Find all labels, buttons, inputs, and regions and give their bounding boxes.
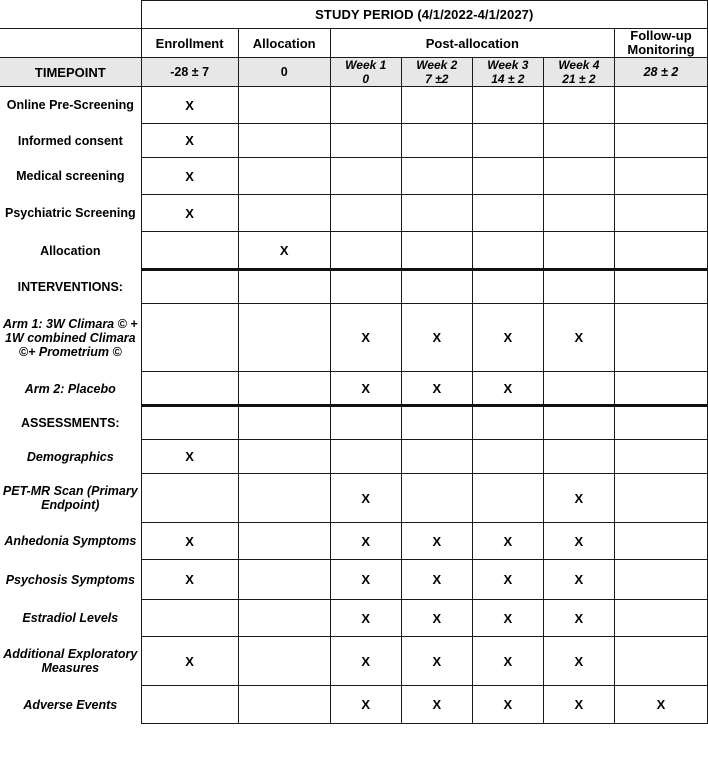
cell-empty [543,440,614,474]
cell-empty [238,474,330,523]
cell-empty [614,232,707,270]
cell-empty [614,158,707,195]
cell-empty [330,406,401,440]
cell-empty [238,195,330,232]
cell-empty [141,270,238,304]
table-row [0,637,708,686]
cell-empty [330,158,401,195]
cell-empty [238,372,330,406]
table-row [0,372,708,406]
cell-empty [614,304,707,372]
timepoint-week-2-name: Week 2 [416,58,458,72]
cell-empty [330,195,401,232]
cell-empty [614,523,707,560]
cell-empty [543,195,614,232]
table-row [0,158,708,195]
cell-marked: X [330,372,401,406]
cell-marked: X [401,600,472,637]
cell-empty [141,372,238,406]
header-group-enrollment: Enrollment [141,29,238,58]
cell-empty [472,232,543,270]
cell-empty [401,406,472,440]
table-row [0,124,708,158]
row-label: PET-MR Scan (Primary Endpoint) [0,474,141,523]
cell-empty [614,637,707,686]
table-row [0,523,708,560]
cell-empty [543,87,614,124]
cell-marked: X [401,372,472,406]
cell-empty [238,523,330,560]
timepoint-week-4-name: Week 4 [558,58,600,72]
cell-marked: X [472,372,543,406]
cell-empty [614,195,707,232]
cell-marked: X [543,560,614,600]
cell-marked: X [472,637,543,686]
cell-empty [472,195,543,232]
cell-marked: X [141,195,238,232]
cell-empty [141,686,238,724]
cell-empty [238,560,330,600]
row-label: Online Pre-Screening [0,87,141,124]
cell-empty [543,270,614,304]
row-label: Informed consent [0,124,141,158]
cell-marked: X [330,474,401,523]
header-group-allocation: Allocation [238,29,330,58]
cell-marked: X [472,600,543,637]
cell-empty [401,87,472,124]
cell-marked: X [330,600,401,637]
row-label: Adverse Events [0,686,141,724]
study-period-title: STUDY PERIOD (4/1/2022-4/1/2027) [141,1,707,29]
table-row [0,304,708,372]
cell-empty [614,372,707,406]
cell-empty [401,270,472,304]
table-row [0,195,708,232]
cell-empty [330,440,401,474]
cell-marked: X [472,523,543,560]
cell-marked: X [141,523,238,560]
header-row-groups [0,29,708,58]
cell-marked: X [141,560,238,600]
header-group-post-allocation: Post-allocation [330,29,614,58]
cell-empty [238,600,330,637]
cell-marked: X [141,158,238,195]
table-row [0,474,708,523]
cell-empty [472,406,543,440]
cell-empty [472,158,543,195]
cell-empty [614,560,707,600]
row-label: Arm 1: 3W Climara © + 1W combined Climara ©+ Prometrium © [0,304,141,372]
cell-empty [614,124,707,158]
table-row [0,560,708,600]
row-label: Psychiatric Screening [0,195,141,232]
cell-empty [238,686,330,724]
row-label: Medical screening [0,158,141,195]
cell-empty [614,600,707,637]
table-row [0,440,708,474]
timepoint-week-3-name: Week 3 [487,58,529,72]
cell-empty [472,270,543,304]
timepoint-week-1 [330,58,401,87]
table-row [0,87,708,124]
cell-empty [401,232,472,270]
cell-empty [401,474,472,523]
cell-marked: X [543,304,614,372]
cell-empty [614,87,707,124]
table-row [0,406,708,440]
row-label: Demographics [0,440,141,474]
cell-empty [401,440,472,474]
cell-marked: X [401,560,472,600]
timepoint-week-4 [543,58,614,87]
row-label: Allocation [0,232,141,270]
cell-marked: X [330,304,401,372]
table-header [0,1,708,87]
row-label: Additional Exploratory Measures [0,637,141,686]
cell-empty [614,270,707,304]
cell-empty [330,232,401,270]
cell-marked: X [543,637,614,686]
cell-empty [330,124,401,158]
cell-marked: X [614,686,707,724]
cell-marked: X [330,637,401,686]
cell-empty [472,124,543,158]
cell-empty [543,406,614,440]
cell-marked: X [141,87,238,124]
cell-marked: X [141,637,238,686]
cell-empty [238,440,330,474]
cell-empty [472,87,543,124]
cell-empty [141,474,238,523]
cell-empty [543,372,614,406]
cell-empty [543,232,614,270]
cell-marked: X [330,560,401,600]
cell-marked: X [401,637,472,686]
header-corner-cell [0,1,141,29]
cell-empty [614,440,707,474]
cell-marked: X [543,523,614,560]
row-label: Arm 2: Placebo [0,372,141,406]
table-body [0,87,708,724]
timepoint-week-3 [472,58,543,87]
cell-empty [330,270,401,304]
cell-marked: X [238,232,330,270]
table-row [0,600,708,637]
timepoint-week-4-offset: 21 ± 2 [562,72,596,86]
cell-marked: X [141,440,238,474]
cell-empty [472,440,543,474]
timepoint-week-1-offset: 0 [362,72,370,86]
cell-empty [401,124,472,158]
cell-marked: X [330,686,401,724]
cell-marked: X [401,686,472,724]
cell-empty [238,304,330,372]
timepoint-week-2 [401,58,472,87]
cell-empty [330,87,401,124]
header-row-timepoint [0,58,708,87]
row-label: Estradiol Levels [0,600,141,637]
cell-marked: X [141,124,238,158]
cell-empty [401,158,472,195]
cell-empty [472,474,543,523]
cell-empty [141,304,238,372]
cell-empty [614,406,707,440]
cell-empty [614,474,707,523]
cell-empty [238,124,330,158]
cell-empty [141,600,238,637]
row-label: Psychosis Symptoms [0,560,141,600]
cell-empty [238,637,330,686]
cell-empty [543,158,614,195]
row-label: ASSESSMENTS: [0,406,141,440]
cell-empty [238,87,330,124]
timepoint-follow-up: 28 ± 2 [614,58,707,87]
cell-marked: X [401,523,472,560]
table-row [0,270,708,304]
cell-empty [238,270,330,304]
cell-marked: X [543,686,614,724]
timepoint-week-2-offset: 7 ±2 [425,72,449,86]
row-label: INTERVENTIONS: [0,270,141,304]
timepoint-label: TIMEPOINT [0,58,141,87]
cell-marked: X [472,304,543,372]
table-row [0,686,708,724]
cell-marked: X [401,304,472,372]
cell-empty [141,406,238,440]
cell-empty [543,124,614,158]
cell-marked: X [472,686,543,724]
cell-empty [238,406,330,440]
header-row-study-period [0,1,708,29]
cell-empty [401,195,472,232]
timepoint-enrollment: -28 ± 7 [141,58,238,87]
table-row [0,232,708,270]
timepoint-week-1-name: Week 1 [345,58,387,72]
cell-marked: X [330,523,401,560]
cell-marked: X [543,474,614,523]
row-label: Anhedonia Symptoms [0,523,141,560]
timepoint-allocation: 0 [238,58,330,87]
cell-empty [141,232,238,270]
header-group-follow-up: Follow-up Monitoring [614,29,707,58]
timepoint-week-3-offset: 14 ± 2 [491,72,525,86]
cell-marked: X [543,600,614,637]
header-group-blank-cell [0,29,141,58]
cell-empty [238,158,330,195]
cell-marked: X [472,560,543,600]
